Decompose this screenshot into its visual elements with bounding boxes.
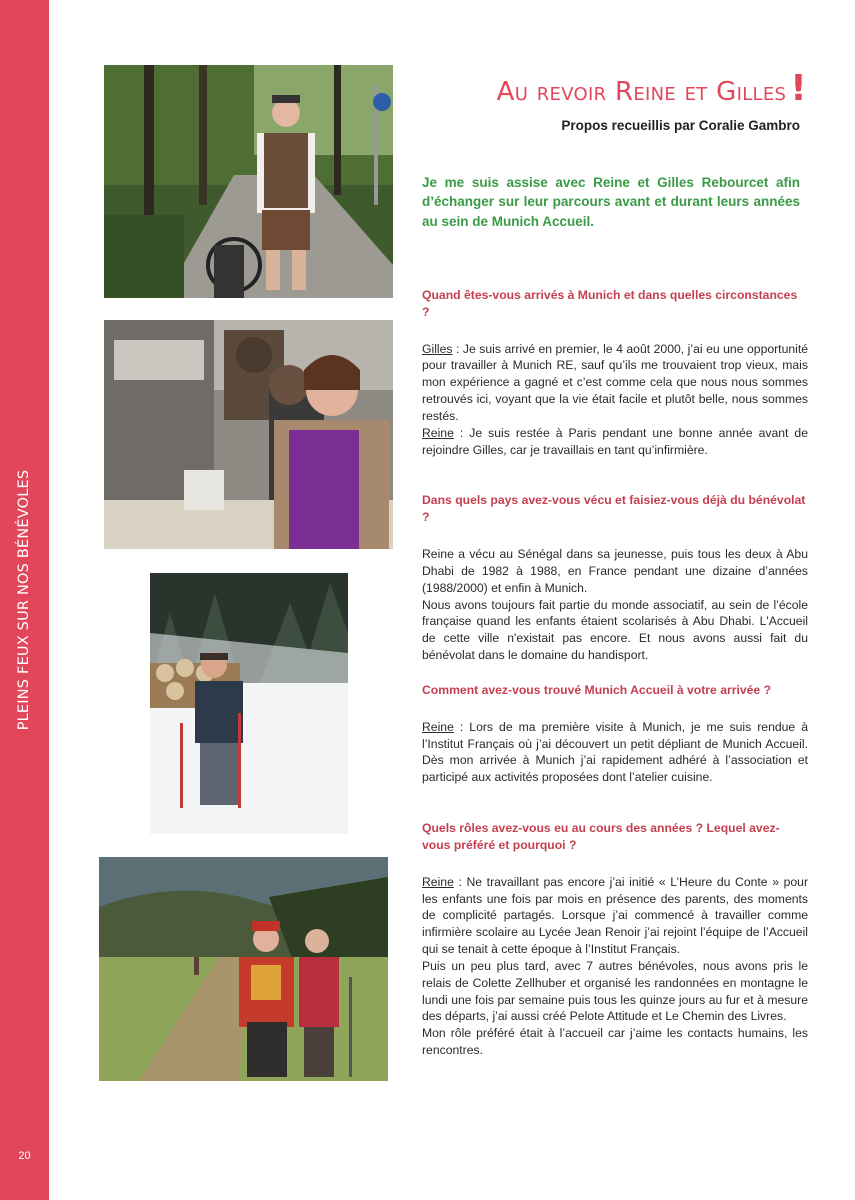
photo-mountain-hike xyxy=(99,857,388,1081)
answer-paragraph xyxy=(422,425,808,459)
answer-paragraph xyxy=(422,341,808,425)
answer-paragraph xyxy=(422,874,808,958)
speaker-name: Gilles xyxy=(422,341,453,356)
question-1: Quand êtes-vous arrivés à Munich et dans quelles circonstances ? xyxy=(422,288,798,319)
question-3: Comment avez-vous trouvé Munich Accueil à votre arrivée ? xyxy=(422,682,772,697)
speaker-name: Reine xyxy=(422,874,454,889)
article-title xyxy=(497,68,807,109)
speaker-name: Reine xyxy=(422,719,454,734)
photo-snow-hike xyxy=(150,573,348,834)
answer-text: : Je suis arrivé en premier, le 4 août 2000, j’ai eu une opportunité pour travailler à Munich RE, sauf qu’ils me trouvaient trop vieux, mais mon expérience a gagné et c’est comme cela que nous nous sommes retrouvés ici, voyant que la vie était facile et plutôt belle, nous sommes restés. xyxy=(422,341,808,423)
question-4: Quels rôles avez-vous eu au cours des années ? Lequel avez-vous préféré et pourquoi ? xyxy=(422,821,780,852)
intro-paragraph: Je me suis assise avec Reine et Gilles Rebourcet afin d’échanger sur leur parcours avant et durant leurs années au sein de Munich Accueil. xyxy=(422,175,800,229)
answer-paragraph: Nous avons toujours fait partie du monde associatif, au sein de l’école française quand les enfants étaient scolarisés à Abu Dhabi. L'Accueil de cette ville n'existait pas encore. Et nous avons aussi fait du bénévolat dans le domaine du handisport. xyxy=(422,597,808,663)
page-number: 20 xyxy=(18,1150,31,1162)
answer-text: : Lors de ma première visite à Munich, je me suis rendue à l’Institut Français où j’ai découvert un petit dépliant de Munich Accueil. Dès mon arrivée à Munich j’ai rapidement adhéré à l’association et participé aux activités proposées dont l’atelier cuisine. xyxy=(422,719,808,785)
sidebar-band xyxy=(0,0,49,1200)
article-title-text: Au revoir Reine et Gilles xyxy=(496,77,787,107)
question-2: Dans quels pays avez-vous vécu et faisiez-vous déjà du bénévolat ? xyxy=(422,493,806,525)
answer-paragraph: Reine a vécu au Sénégal dans sa jeunesse, puis tous les deux à Abu Dhabi de 1982 à 1988, en France pendant une dizaine d’années (1988/2000) et enfin à Munich. xyxy=(422,547,808,595)
photo-cooking-workshop xyxy=(104,320,393,549)
answer-text: : Je suis restée à Paris pendant une bonne année avant de rejoindre Gilles, car je travaillais en tant qu’infirmière. xyxy=(422,425,808,457)
title-exclamation: ! xyxy=(790,68,807,109)
answer-paragraph: Mon rôle préféré était à l’accueil car j’aime les contacts humains, les rencontres. xyxy=(422,1026,808,1057)
section-label: PLEINS FEUX SUR NOS BÉNÉVOLES xyxy=(16,469,32,731)
answer-text: : Ne travaillant pas encore j’ai initié « L’Heure du Conte » pour les enfants une fois par mois en présence des parents, des moments de complicité partagés. Lorsque j’ai commencé à travailler comme infirmière scolaire au Lycée Jean Renoir j’ai rejoint l’équipe de l’Accueil qui se tenait à cette époque à l’Institut Français. xyxy=(422,874,808,957)
answer-paragraph: Puis un peu plus tard, avec 7 autres bénévoles, nous avons pris le relais de Colette Zellhuber et organisé les randonnées en montagne le lundi une fois par semaine puis tous les quinze jours au fur et à mesure des départs, j’ai aussi créé Pelote Attitude et Le Chemin des Livres. xyxy=(422,958,808,1024)
speaker-name: Reine xyxy=(422,425,454,440)
answer-paragraph xyxy=(422,719,808,786)
photo-gilles-bicycle xyxy=(104,65,393,298)
byline: Propos recueillis par Coralie Gambro xyxy=(561,118,800,133)
article-body xyxy=(422,287,808,1059)
